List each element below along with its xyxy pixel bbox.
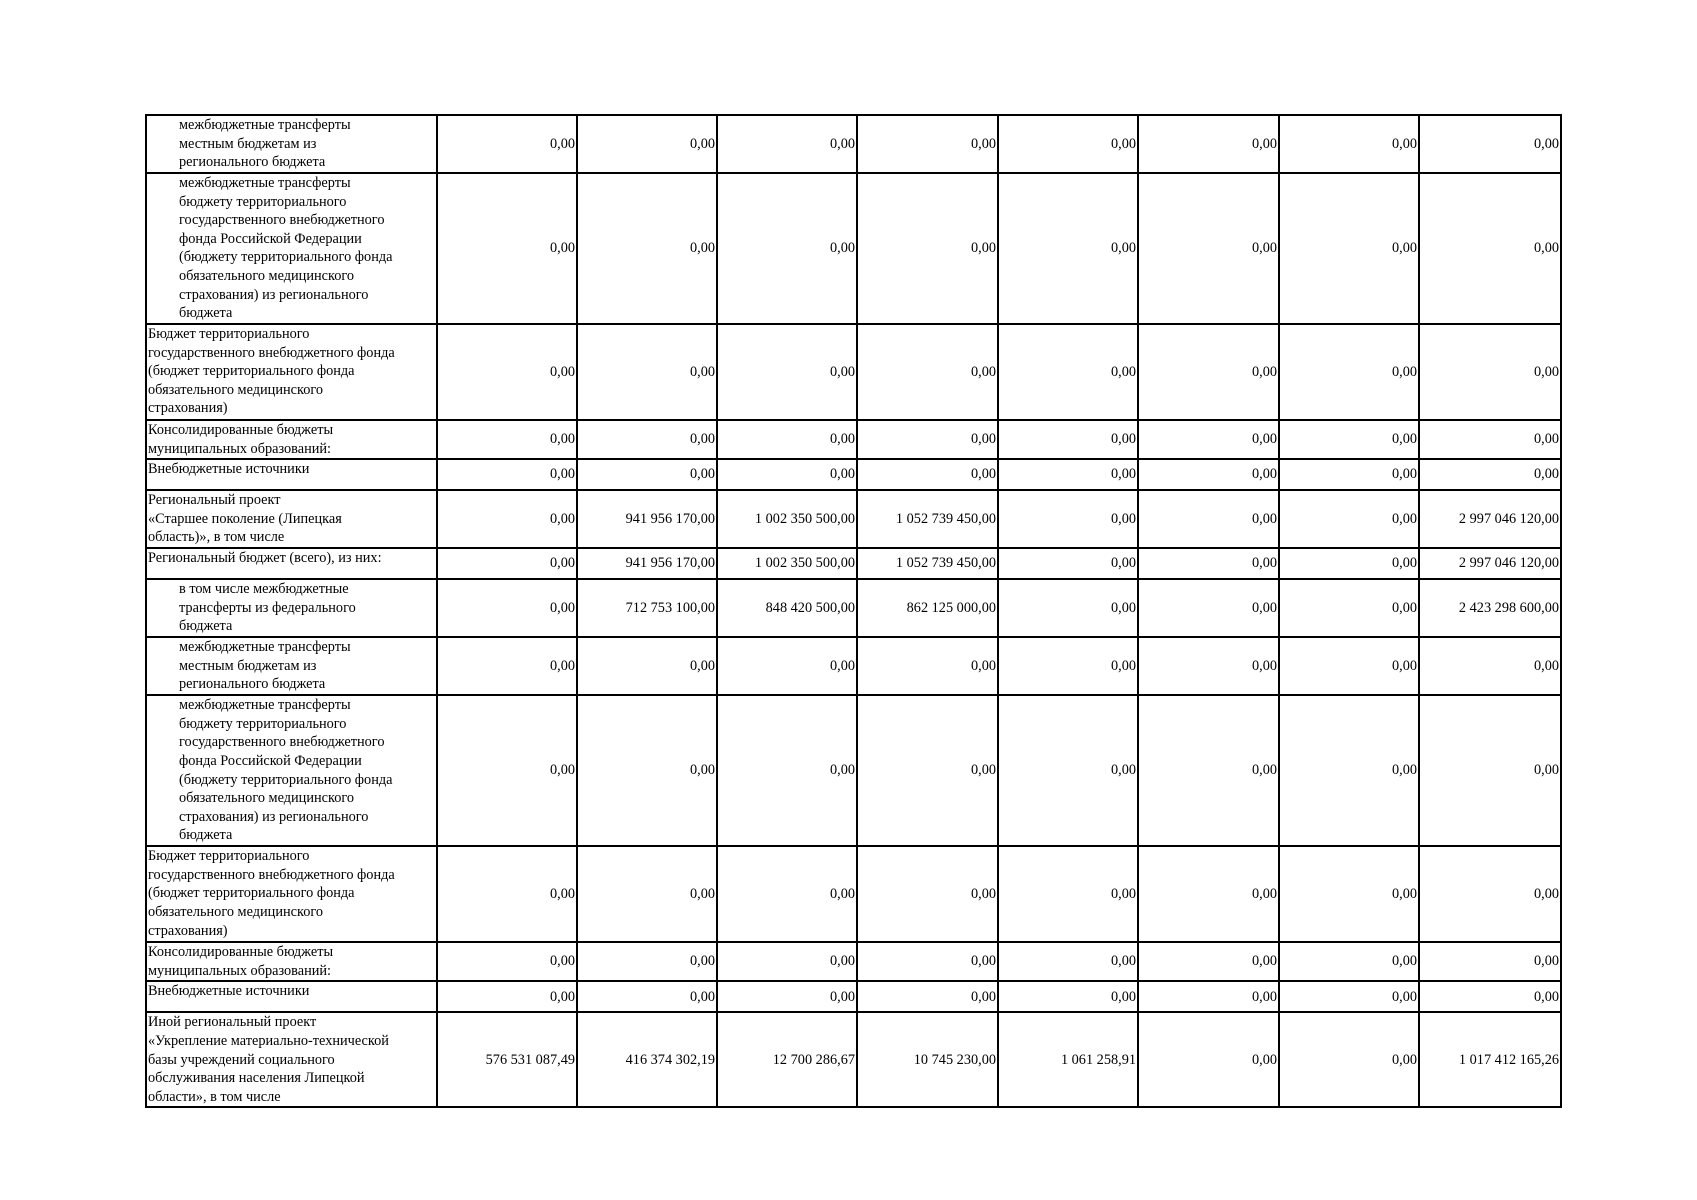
value-cell: 0,00 [998,579,1138,637]
row-label: межбюджетные трансферты местным бюджетам из регионального бюджета [146,115,437,173]
value-cell: 0,00 [1138,637,1279,695]
value-cell: 1 002 350 500,00 [717,490,857,548]
value-cell: 0,00 [437,173,577,324]
value-cell: 0,00 [437,942,577,981]
value-cell: 0,00 [717,173,857,324]
row-label: Региональный проект «Старшее поколение (Липецкая область)», в том числе [146,490,437,548]
budget-table [145,114,1562,1108]
value-cell: 941 956 170,00 [577,490,717,548]
value-cell: 0,00 [857,173,998,324]
value-cell: 0,00 [1279,324,1419,420]
table-row [146,420,1561,459]
value-cell: 0,00 [857,942,998,981]
value-cell: 0,00 [998,695,1138,846]
value-cell: 0,00 [717,942,857,981]
table-row [146,548,1561,579]
value-cell: 0,00 [1419,846,1561,942]
row-label: Консолидированные бюджеты муниципальных образований: [146,420,437,459]
value-cell: 0,00 [998,459,1138,490]
value-cell: 0,00 [1279,420,1419,459]
value-cell: 0,00 [1138,324,1279,420]
value-cell: 0,00 [1138,420,1279,459]
value-cell: 576 531 087,49 [437,1012,577,1107]
value-cell: 0,00 [437,459,577,490]
row-label: Консолидированные бюджеты муниципальных образований: [146,942,437,981]
table-row [146,490,1561,548]
value-cell: 0,00 [1419,942,1561,981]
value-cell: 0,00 [1419,420,1561,459]
table-row [146,173,1561,324]
value-cell: 1 061 258,91 [998,1012,1138,1107]
value-cell: 0,00 [717,420,857,459]
value-cell: 0,00 [857,981,998,1012]
value-cell: 0,00 [717,115,857,173]
value-cell: 0,00 [577,637,717,695]
value-cell: 1 002 350 500,00 [717,548,857,579]
value-cell: 0,00 [717,846,857,942]
value-cell: 0,00 [1419,981,1561,1012]
value-cell: 0,00 [1419,173,1561,324]
value-cell: 0,00 [437,548,577,579]
value-cell: 416 374 302,19 [577,1012,717,1107]
value-cell: 0,00 [437,695,577,846]
value-cell: 0,00 [998,981,1138,1012]
value-cell: 0,00 [1279,846,1419,942]
value-cell: 0,00 [1419,115,1561,173]
value-cell: 0,00 [1419,459,1561,490]
value-cell: 0,00 [857,459,998,490]
value-cell: 0,00 [1138,459,1279,490]
table-row [146,1012,1561,1107]
value-cell: 2 997 046 120,00 [1419,548,1561,579]
value-cell: 0,00 [1279,548,1419,579]
value-cell: 0,00 [717,324,857,420]
row-label: Внебюджетные источники [146,459,437,490]
value-cell: 0,00 [577,173,717,324]
value-cell: 1 017 412 165,26 [1419,1012,1561,1107]
value-cell: 0,00 [1138,548,1279,579]
value-cell: 0,00 [1419,637,1561,695]
value-cell: 2 423 298 600,00 [1419,579,1561,637]
value-cell: 2 997 046 120,00 [1419,490,1561,548]
value-cell: 0,00 [857,324,998,420]
value-cell: 0,00 [998,173,1138,324]
value-cell: 0,00 [1138,115,1279,173]
value-cell: 0,00 [577,846,717,942]
value-cell: 0,00 [437,490,577,548]
value-cell: 0,00 [577,324,717,420]
value-cell: 0,00 [1138,695,1279,846]
value-cell: 941 956 170,00 [577,548,717,579]
value-cell: 0,00 [1279,637,1419,695]
value-cell: 0,00 [1138,490,1279,548]
value-cell: 712 753 100,00 [577,579,717,637]
value-cell: 1 052 739 450,00 [857,490,998,548]
table-row [146,942,1561,981]
value-cell: 0,00 [998,324,1138,420]
value-cell: 0,00 [437,115,577,173]
table-row [146,459,1561,490]
value-cell: 0,00 [1279,695,1419,846]
row-label: в том числе межбюджетные трансферты из федерального бюджета [146,579,437,637]
value-cell: 0,00 [717,695,857,846]
value-cell: 0,00 [1279,942,1419,981]
value-cell: 0,00 [577,420,717,459]
value-cell: 0,00 [998,548,1138,579]
value-cell: 0,00 [998,490,1138,548]
value-cell: 0,00 [998,846,1138,942]
row-label: межбюджетные трансферты местным бюджетам из регионального бюджета [146,637,437,695]
value-cell: 1 052 739 450,00 [857,548,998,579]
value-cell: 0,00 [857,846,998,942]
value-cell: 0,00 [857,637,998,695]
row-label: Бюджет территориального государственного внебюджетного фонда (бюджет территориального фонда обязательного медицинского страхования) [146,324,437,420]
row-label: Региональный бюджет (всего), из них: [146,548,437,579]
value-cell: 0,00 [998,942,1138,981]
value-cell: 0,00 [1138,942,1279,981]
value-cell: 0,00 [577,459,717,490]
value-cell: 0,00 [1138,1012,1279,1107]
table-row [146,695,1561,846]
value-cell: 0,00 [998,637,1138,695]
value-cell: 0,00 [437,420,577,459]
value-cell: 0,00 [1138,846,1279,942]
row-label: Внебюджетные источники [146,981,437,1012]
value-cell: 0,00 [998,115,1138,173]
value-cell: 0,00 [717,637,857,695]
value-cell: 0,00 [1138,981,1279,1012]
value-cell: 0,00 [1279,981,1419,1012]
table-row [146,637,1561,695]
table-row [146,324,1561,420]
value-cell: 0,00 [857,115,998,173]
value-cell: 0,00 [717,459,857,490]
table-row [146,846,1561,942]
table-body [146,115,1561,1107]
value-cell: 0,00 [577,695,717,846]
value-cell: 0,00 [437,324,577,420]
value-cell: 0,00 [998,420,1138,459]
value-cell: 848 420 500,00 [717,579,857,637]
table-row [146,981,1561,1012]
value-cell: 12 700 286,67 [717,1012,857,1107]
value-cell: 0,00 [437,579,577,637]
value-cell: 0,00 [1138,579,1279,637]
table-row [146,579,1561,637]
value-cell: 0,00 [437,846,577,942]
value-cell: 0,00 [1279,490,1419,548]
value-cell: 0,00 [1138,173,1279,324]
value-cell: 0,00 [1419,695,1561,846]
value-cell: 0,00 [1419,324,1561,420]
table-row [146,115,1561,173]
value-cell: 0,00 [857,695,998,846]
value-cell: 0,00 [717,981,857,1012]
value-cell: 862 125 000,00 [857,579,998,637]
value-cell: 0,00 [1279,579,1419,637]
value-cell: 0,00 [1279,1012,1419,1107]
value-cell: 0,00 [577,115,717,173]
value-cell: 0,00 [577,981,717,1012]
row-label: межбюджетные трансферты бюджету территориального государственного внебюджетного фонда Российской Федерации (бюджету территориального фонда обязательного медицинского страхования) из регионального бюджета [146,695,437,846]
value-cell: 0,00 [1279,173,1419,324]
value-cell: 0,00 [577,942,717,981]
value-cell: 0,00 [1279,115,1419,173]
row-label: межбюджетные трансферты бюджету территориального государственного внебюджетного фонда Российской Федерации (бюджету территориального фонда обязательного медицинского страхования) из регионального бюджета [146,173,437,324]
value-cell: 10 745 230,00 [857,1012,998,1107]
row-label: Иной региональный проект «Укрепление материально-технической базы учреждений социального обслуживания населения Липецкой области», в том числе [146,1012,437,1107]
row-label: Бюджет территориального государственного внебюджетного фонда (бюджет территориального фонда обязательного медицинского страхования) [146,846,437,942]
value-cell: 0,00 [437,981,577,1012]
value-cell: 0,00 [437,637,577,695]
value-cell: 0,00 [1279,459,1419,490]
value-cell: 0,00 [857,420,998,459]
